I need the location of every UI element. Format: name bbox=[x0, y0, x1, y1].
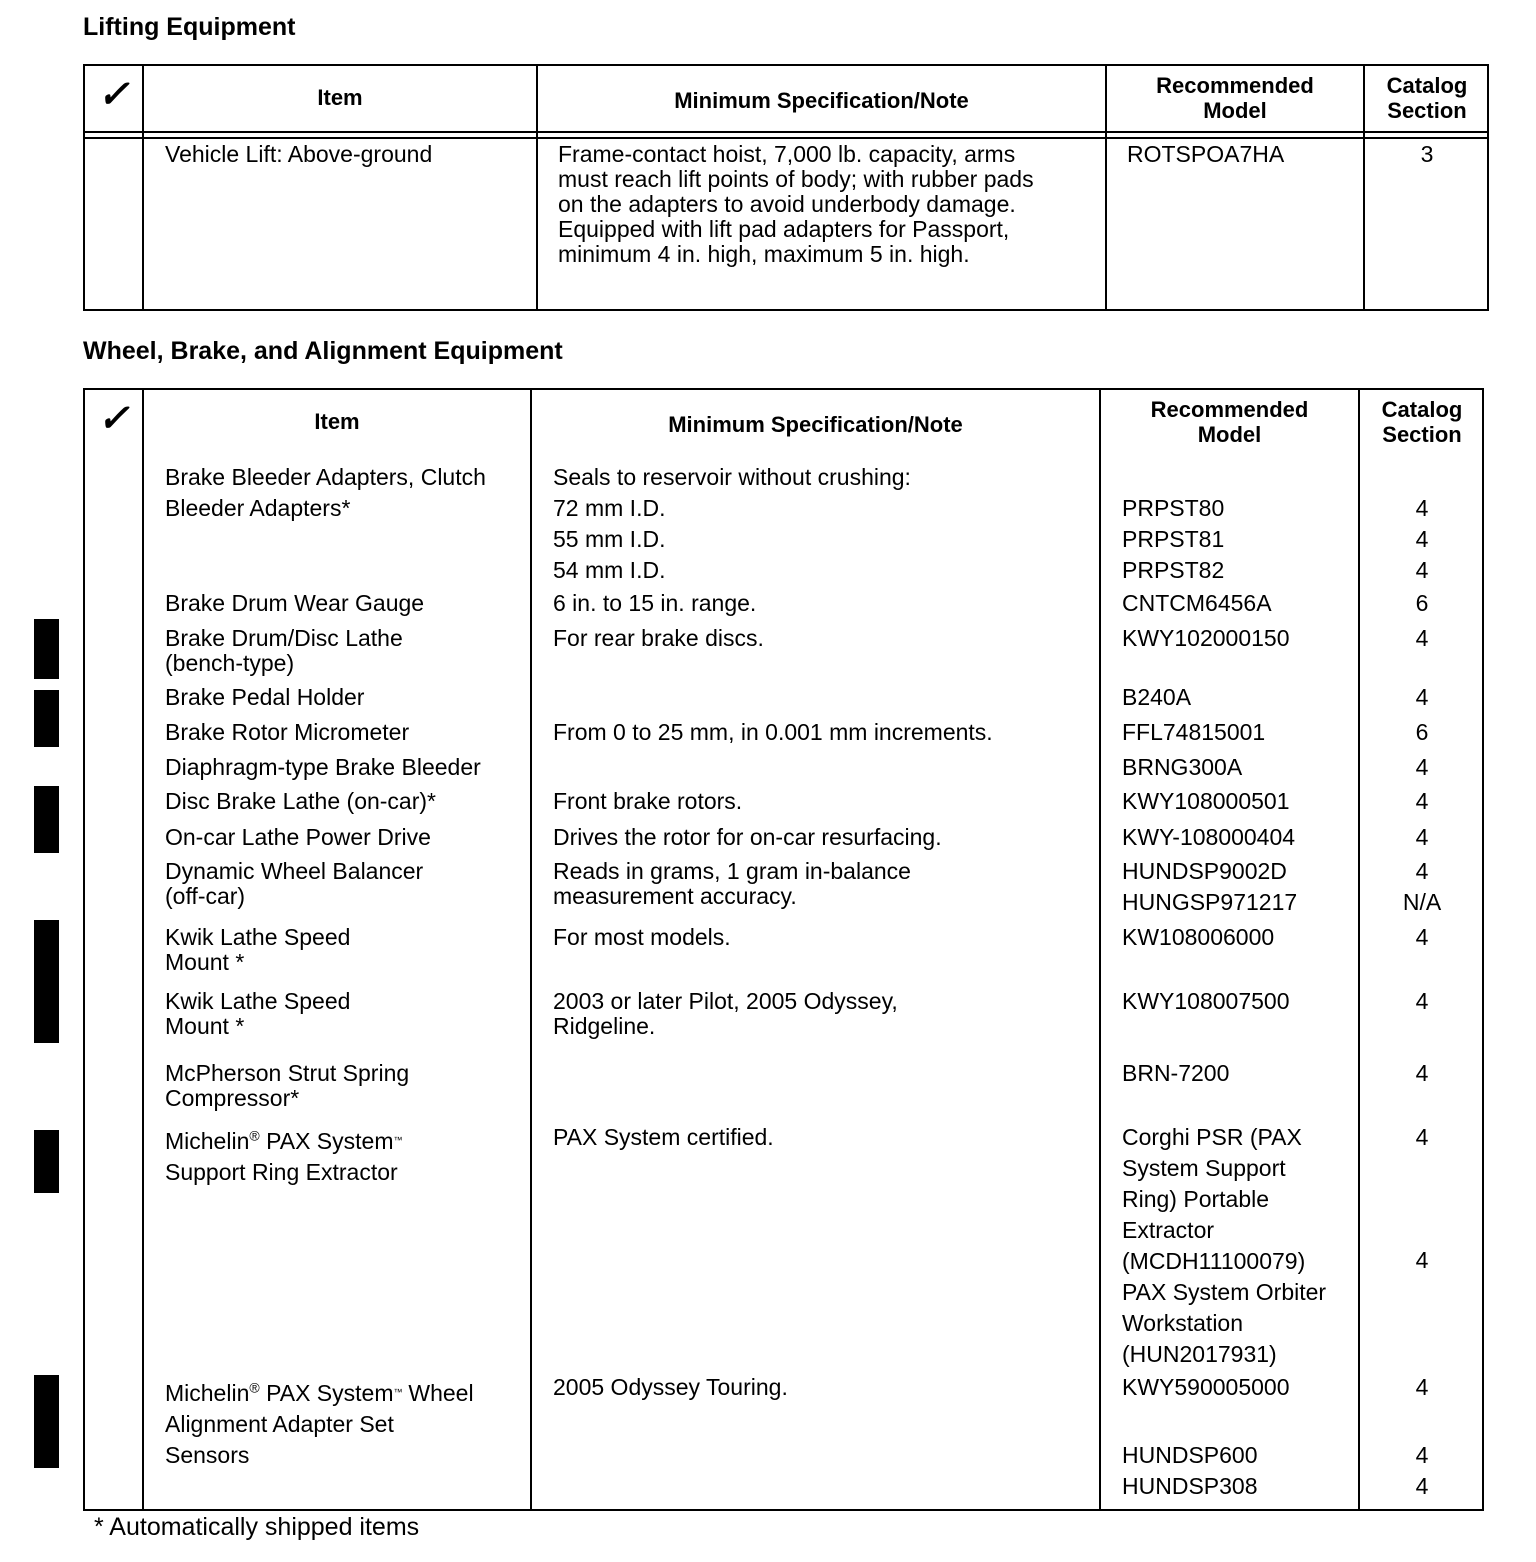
change-bar bbox=[34, 619, 59, 679]
spec-cell: 6 in. to 15 in. range. bbox=[553, 590, 757, 616]
model-header-line-1: Recommended bbox=[1156, 73, 1314, 98]
spec-line: 54 mm I.D. bbox=[553, 557, 666, 583]
registered-mark: ® bbox=[249, 1379, 260, 1396]
catalog-cell: 4 bbox=[1415, 1247, 1429, 1273]
change-bar bbox=[34, 1375, 59, 1468]
item-line: (bench-type) bbox=[165, 650, 295, 676]
spec-cell: Drives the rotor for on-car resurfacing. bbox=[553, 824, 942, 850]
spec-line: 2003 or later Pilot, 2005 Odyssey, bbox=[553, 988, 898, 1014]
model-cell: KW108006000 bbox=[1122, 924, 1275, 950]
change-bar bbox=[34, 920, 59, 1043]
registered-mark: ® bbox=[249, 1127, 260, 1144]
item-cell bbox=[165, 1061, 409, 1111]
model-line: (HUN2017931) bbox=[1122, 1341, 1277, 1367]
change-bar bbox=[34, 1130, 59, 1193]
item-line: Kwik Lathe Speed bbox=[165, 988, 351, 1014]
model-column-header bbox=[1107, 73, 1363, 123]
catalog-line: 4 bbox=[1415, 557, 1429, 583]
spec-line: minimum 4 in. high, maximum 5 in. high. bbox=[558, 241, 970, 267]
item-cell: Vehicle Lift: Above-ground bbox=[165, 141, 433, 167]
spec-cell: Front brake rotors. bbox=[553, 788, 743, 814]
model-cell bbox=[1122, 493, 1224, 586]
catalog-cell bbox=[1360, 493, 1484, 586]
model-cell: ROTSPOA7HA bbox=[1127, 141, 1285, 167]
item-line: Michelin® PAX System™ bbox=[165, 1127, 402, 1154]
catalog-column-header bbox=[1360, 397, 1484, 447]
item-cell: Brake Drum Wear Gauge bbox=[165, 590, 425, 616]
model-line: HUNDSP600 bbox=[1122, 1442, 1258, 1468]
item-line: Mount * bbox=[165, 949, 245, 975]
model-cell: KWY108007500 bbox=[1122, 988, 1290, 1014]
catalog-cell: 4 bbox=[1415, 924, 1429, 950]
catalog-cell: 4 bbox=[1415, 988, 1429, 1014]
spec-line: Ridgeline. bbox=[553, 1013, 656, 1039]
item-cell: Brake Pedal Holder bbox=[165, 684, 365, 710]
item-line: Bleeder Adapters* bbox=[165, 495, 351, 521]
spec-cell: For rear brake discs. bbox=[553, 625, 764, 651]
item-line: Brake Drum/Disc Lathe bbox=[165, 625, 403, 651]
spec-cell bbox=[553, 989, 898, 1039]
model-line: PRPST80 bbox=[1122, 495, 1225, 521]
item-cell: Brake Rotor Micrometer bbox=[165, 719, 410, 745]
model-header-line-2: Model bbox=[1197, 422, 1262, 447]
check-column-header: ✓ bbox=[97, 398, 130, 440]
item-line: McPherson Strut Spring bbox=[165, 1060, 410, 1086]
model-line: PAX System Orbiter bbox=[1122, 1279, 1327, 1305]
item-line: Support Ring Extractor bbox=[165, 1159, 398, 1185]
item-cell: Diaphragm-type Brake Bleeder bbox=[165, 754, 481, 780]
catalog-header-line-2: Section bbox=[1382, 422, 1462, 447]
spec-line: Frame-contact hoist, 7,000 lb. capacity, arms bbox=[558, 141, 1016, 167]
item-cell: Disc Brake Lathe (on-car)* bbox=[165, 788, 436, 814]
model-line: PRPST82 bbox=[1122, 557, 1225, 583]
item-cell: On-car Lathe Power Drive bbox=[165, 824, 431, 850]
spec-line: on the adapters to avoid underbody damage. bbox=[558, 191, 1016, 217]
catalog-cell: 6 bbox=[1415, 590, 1429, 616]
spec-line: Seals to reservoir without crushing: bbox=[553, 464, 911, 490]
model-cell: KWY590005000 bbox=[1122, 1374, 1290, 1400]
spec-cell bbox=[558, 142, 1034, 267]
model-cell bbox=[1122, 1440, 1258, 1502]
spec-column-header: Minimum Specification/Note bbox=[674, 88, 969, 113]
spec-line: Equipped with lift pad adapters for Passport, bbox=[558, 216, 1010, 242]
spec-line: Reads in grams, 1 gram in-balance bbox=[553, 858, 911, 884]
model-cell: KWY108000501 bbox=[1122, 788, 1290, 814]
catalog-cell: 4 bbox=[1415, 824, 1429, 850]
trademark-mark: ™ bbox=[393, 1135, 402, 1145]
model-cell: BRNG300A bbox=[1122, 754, 1243, 780]
catalog-cell: 4 bbox=[1415, 1060, 1429, 1086]
item-cell: Sensors bbox=[165, 1442, 250, 1468]
check-column-header: ✓ bbox=[97, 74, 130, 116]
item-cell bbox=[165, 626, 403, 676]
model-cell: B240A bbox=[1122, 684, 1192, 710]
change-bar bbox=[34, 786, 59, 853]
model-header-line-2: Model bbox=[1203, 98, 1267, 123]
item-cell bbox=[165, 1377, 474, 1440]
spec-line: 55 mm I.D. bbox=[553, 526, 666, 552]
catalog-cell: 4 bbox=[1415, 625, 1429, 651]
item-cell bbox=[165, 925, 350, 975]
model-cell: BRN-7200 bbox=[1122, 1060, 1230, 1086]
catalog-line: 4 bbox=[1415, 1473, 1429, 1499]
spec-cell: From 0 to 25 mm, in 0.001 mm increments. bbox=[553, 719, 993, 745]
model-line: HUNDSP9002D bbox=[1122, 858, 1287, 884]
catalog-line: 4 bbox=[1415, 1442, 1429, 1468]
item-cell bbox=[165, 989, 350, 1039]
spec-cell: 2005 Odyssey Touring. bbox=[553, 1374, 788, 1400]
catalog-column-header bbox=[1365, 73, 1489, 123]
model-line: Workstation bbox=[1122, 1310, 1244, 1336]
item-column-header: Item bbox=[314, 409, 360, 434]
catalog-line: N/A bbox=[1402, 889, 1442, 915]
item-line: Compressor* bbox=[165, 1085, 300, 1111]
catalog-cell: 4 bbox=[1415, 1374, 1429, 1400]
spec-line: measurement accuracy. bbox=[553, 883, 797, 909]
item-line: Mount * bbox=[165, 1013, 245, 1039]
model-line: System Support bbox=[1122, 1155, 1286, 1181]
spec-cell bbox=[553, 462, 911, 586]
catalog-header-line-2: Section bbox=[1387, 98, 1467, 123]
catalog-cell bbox=[1360, 1440, 1484, 1502]
model-line: Extractor bbox=[1122, 1217, 1215, 1243]
catalog-cell: 4 bbox=[1415, 754, 1429, 780]
section-title-lifting: Lifting Equipment bbox=[83, 13, 296, 41]
model-line: Corghi PSR (PAX bbox=[1122, 1124, 1302, 1150]
spec-column-header: Minimum Specification/Note bbox=[668, 412, 963, 437]
catalog-cell: 4 bbox=[1415, 788, 1429, 814]
item-cell bbox=[165, 1125, 402, 1188]
catalog-cell: 4 bbox=[1415, 684, 1429, 710]
item-line: Kwik Lathe Speed bbox=[165, 924, 351, 950]
item-line: Brake Bleeder Adapters, Clutch bbox=[165, 464, 486, 490]
section-title-wheel-brake-alignment: Wheel, Brake, and Alignment Equipment bbox=[83, 337, 563, 365]
catalog-cell bbox=[1360, 856, 1484, 918]
wheel-brake-alignment-table bbox=[83, 388, 1484, 1511]
catalog-line: 4 bbox=[1415, 858, 1429, 884]
catalog-cell: 3 bbox=[1420, 141, 1434, 167]
model-line: HUNDSP308 bbox=[1122, 1473, 1258, 1499]
item-line: Dynamic Wheel Balancer bbox=[165, 858, 424, 884]
model-cell: KWY-108000404 bbox=[1122, 824, 1296, 850]
item-cell bbox=[165, 859, 423, 909]
model-column-header bbox=[1101, 397, 1358, 447]
change-bar bbox=[34, 690, 59, 747]
model-line: (MCDH11100079) bbox=[1122, 1248, 1306, 1274]
spec-line: must reach lift points of body; with rubber pads bbox=[558, 166, 1034, 192]
model-cell: FFL74815001 bbox=[1122, 719, 1266, 745]
model-cell: KWY102000150 bbox=[1122, 625, 1290, 651]
catalog-line: 4 bbox=[1415, 495, 1429, 521]
model-line: Ring) Portable bbox=[1122, 1186, 1270, 1212]
item-line: Alignment Adapter Set bbox=[165, 1411, 394, 1437]
catalog-header-line-1: Catalog bbox=[1381, 397, 1463, 422]
model-cell bbox=[1122, 1122, 1326, 1370]
catalog-cell: 6 bbox=[1415, 719, 1429, 745]
spec-cell bbox=[553, 859, 911, 909]
catalog-header-line-1: Catalog bbox=[1386, 73, 1468, 98]
footnote: * Automatically shipped items bbox=[94, 1513, 420, 1541]
lifting-table bbox=[83, 64, 1489, 311]
model-cell: CNTCM6456A bbox=[1122, 590, 1272, 616]
item-line: (off-car) bbox=[165, 883, 246, 909]
spec-line: 72 mm I.D. bbox=[553, 495, 666, 521]
item-line: Michelin® PAX System™ Wheel bbox=[165, 1379, 474, 1406]
model-cell bbox=[1122, 856, 1297, 918]
trademark-mark: ™ bbox=[393, 1387, 402, 1397]
model-header-line-1: Recommended bbox=[1150, 397, 1309, 422]
model-line: HUNGSP971217 bbox=[1122, 889, 1298, 915]
catalog-cell: 4 bbox=[1415, 1124, 1429, 1150]
item-column-header: Item bbox=[317, 85, 363, 110]
catalog-line: 4 bbox=[1415, 526, 1429, 552]
spec-cell: For most models. bbox=[553, 924, 731, 950]
model-line: PRPST81 bbox=[1122, 526, 1225, 552]
spec-cell: PAX System certified. bbox=[553, 1124, 774, 1150]
item-cell bbox=[165, 462, 486, 524]
